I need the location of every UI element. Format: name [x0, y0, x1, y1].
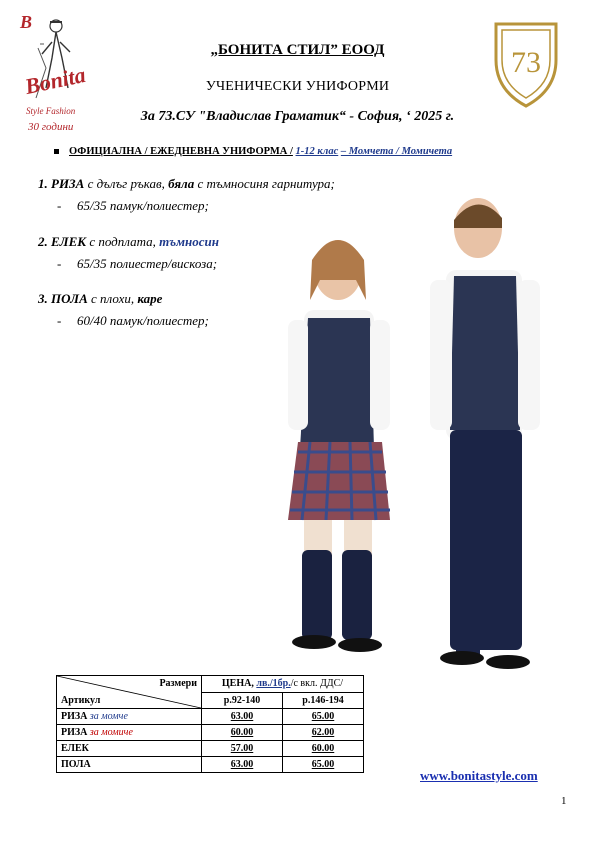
price-large: 62.00	[283, 725, 364, 741]
item-vest	[38, 234, 219, 250]
table-header-row	[57, 676, 364, 693]
heading-gender: – Момчета / Момичета	[340, 146, 453, 157]
item-desc-end: с тъмносиня гарнитура;	[194, 176, 335, 191]
article-name: ПОЛА	[57, 757, 202, 773]
school-crest-logo	[490, 20, 562, 110]
item-desc: с дълъг ръкав,	[84, 176, 169, 191]
item-desc: с плохи,	[87, 291, 138, 306]
corner-label-article: Артикул	[61, 695, 101, 706]
item-color: тъмносин	[159, 234, 219, 249]
price-small: 60.00	[202, 725, 283, 741]
price-table	[56, 675, 364, 773]
table-row	[57, 709, 364, 725]
school-subtitle: За 73.СУ "Владислав Граматик“ - София, ‘ 2025 г.	[140, 109, 455, 124]
table-row	[57, 757, 364, 773]
item-skirt-detail: - 60/40 памук/полиестер;	[57, 313, 209, 328]
article-name: ЕЛЕК	[57, 741, 202, 757]
document-title: УЧЕНИЧЕСКИ УНИФОРМИ	[205, 79, 390, 94]
corner-label-sizes: Размери	[159, 678, 197, 689]
item-name: РИЗА	[51, 176, 85, 191]
website-link[interactable]: www.bonitastyle.com	[420, 768, 538, 783]
item-material: 65/35 полиестер/вискоза;	[77, 256, 218, 271]
item-material: 65/35 памук/полиестер;	[77, 198, 209, 213]
company-name: „БОНИТА СТИЛ” ЕООД	[210, 42, 385, 58]
students-uniform-photo	[270, 190, 570, 680]
boy-figure	[430, 198, 540, 669]
row-article	[57, 709, 202, 725]
logo-name: Bonita	[22, 61, 88, 100]
item-number: 2.	[38, 234, 48, 249]
uniform-heading	[54, 146, 452, 157]
table-corner-cell	[57, 676, 202, 709]
page-number: 1	[561, 795, 567, 807]
article-suffix: за момче	[89, 711, 128, 722]
price-vat-note: /с вкл. ДДС/	[290, 678, 344, 690]
heading-part1: ОФИЦИАЛНА / ЕЖЕДНЕВНА УНИФОРМА /	[69, 146, 293, 157]
price-small: 63.00	[202, 709, 283, 725]
size-col-large: р.146-194	[283, 692, 364, 709]
table-row	[57, 741, 364, 757]
girl-figure	[288, 240, 390, 652]
table-row	[57, 725, 364, 741]
price-large: 65.00	[283, 757, 364, 773]
price-unit: лв./1бр.	[256, 678, 291, 690]
crest-number: 73	[511, 46, 541, 79]
heading-grades: 1-12 клас	[295, 146, 339, 157]
logo-years: 30 години	[28, 121, 74, 133]
price-small: 57.00	[202, 741, 283, 757]
price-small: 63.00	[202, 757, 283, 773]
item-skirt	[38, 291, 162, 307]
item-pattern: каре	[137, 291, 163, 306]
item-color: бяла	[168, 176, 195, 191]
article-suffix: за момиче	[89, 727, 133, 738]
item-desc: с подплата,	[86, 234, 160, 249]
article-name: РИЗА	[61, 727, 88, 738]
price-large: 65.00	[283, 709, 364, 725]
row-article	[57, 725, 202, 741]
logo-letter: B	[20, 12, 33, 32]
bullet-icon	[54, 149, 59, 154]
article-name: РИЗА	[61, 711, 88, 722]
item-name: ЕЛЕК	[51, 234, 87, 249]
item-number: 1.	[38, 176, 48, 191]
price-large: 60.00	[283, 741, 364, 757]
item-number: 3.	[38, 291, 48, 306]
item-shirt-detail: - 65/35 памук/полиестер;	[57, 198, 209, 213]
item-vest-detail: - 65/35 полиестер/вискоза;	[57, 256, 218, 271]
price-label: ЦЕНА,	[221, 678, 254, 690]
item-name: ПОЛА	[51, 291, 88, 306]
size-col-small: р.92-140	[202, 692, 283, 709]
item-material: 60/40 памук/полиестер;	[77, 313, 209, 328]
price-header	[202, 676, 364, 693]
logo-tagline: Style Fashion	[26, 106, 76, 116]
